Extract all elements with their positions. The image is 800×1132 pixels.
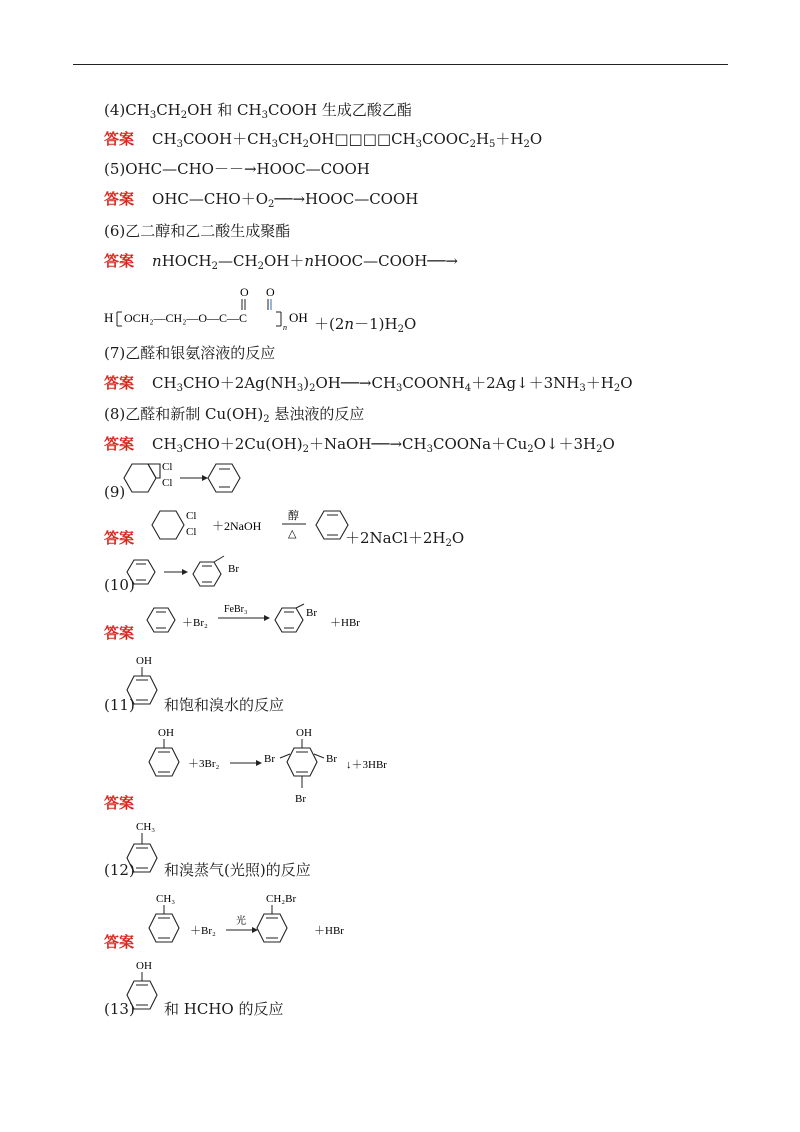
cyclohexane-ring xyxy=(152,511,184,539)
q12-answer-scheme xyxy=(144,888,374,952)
answer-label: 答案 xyxy=(104,374,135,392)
br-label-right: Br xyxy=(326,753,337,765)
q8-title: (8)乙醛和新制 $Cu(OH)_2$ 悬浊液的反应 xyxy=(104,405,365,425)
answer-label: 答案 xyxy=(104,624,135,642)
hbr-product: ＋HBr xyxy=(330,617,360,629)
answer-label: 答案 xyxy=(104,252,135,270)
q10-label: (10) xyxy=(104,576,135,594)
carbonyl-o-2: O xyxy=(266,285,275,299)
q7-answer: 答案 $CH_3CHO+2Ag(NH_3)_2OH──\to CH_3COONH_4+2Ag↓+3NH_3+H_2O$ xyxy=(104,374,633,394)
arrow-icon xyxy=(256,760,262,766)
hbr-product: ＋HBr xyxy=(314,925,344,937)
q7-title: (7)乙醛和银氨溶液的反应 xyxy=(104,344,276,362)
br2-reagent: ＋Br₂ xyxy=(190,925,216,937)
q4-title: $(4)CH_3CH_2OH$ 和 $CH_3COOH$ 生成乙酸乙酯 xyxy=(104,101,412,121)
br2-reagent: ＋3Br₂ xyxy=(188,758,220,770)
polymer-end-h: H xyxy=(104,310,114,325)
q5-title: (5)OHC—CHO－－→HOOC—COOH xyxy=(104,160,370,178)
q12-text: 和溴蒸气(光照)的反应 xyxy=(164,861,311,879)
q9-answer-scheme xyxy=(148,505,348,551)
br-label-bottom: Br xyxy=(295,793,306,805)
q12-answer xyxy=(104,932,152,952)
q6-polymer-tail: $+(2n-1)H_2O$ xyxy=(314,315,417,335)
q11-text: 和饱和溴水的反应 xyxy=(164,696,285,714)
br-label: Br xyxy=(306,607,317,619)
polymer-end-oh: OH xyxy=(289,310,308,325)
q9-reaction-scheme xyxy=(118,460,248,506)
br2-reagent: ＋Br₂ xyxy=(182,617,208,629)
q9-answer xyxy=(104,528,152,548)
polymer-repeat-unit: OCH₂—CH₂—O—C—C xyxy=(124,311,248,325)
arrow-icon xyxy=(182,569,188,575)
ch3-label: CH₃ xyxy=(136,821,156,833)
naoh-reagent: ＋2NaOH xyxy=(212,519,262,533)
answer-label: 答案 xyxy=(104,190,135,208)
q6-title: (6)乙二醇和乙二酸生成聚酯 xyxy=(104,222,291,240)
q9-label: (9) xyxy=(104,483,126,501)
condition-light: 光 xyxy=(236,916,246,927)
br-label: Br xyxy=(228,563,239,575)
oh-label: OH xyxy=(158,727,174,739)
answer-label: 答案 xyxy=(104,435,135,453)
oh-label: OH xyxy=(136,655,152,667)
arrow-icon xyxy=(202,475,208,481)
q13-text: 和 HCHO 的反应 xyxy=(164,1000,284,1018)
br-label-left: Br xyxy=(264,753,275,765)
answer-label: 答案 xyxy=(104,130,135,148)
condition-heat: △ xyxy=(288,528,297,540)
cl-label-1: Cl xyxy=(162,461,173,473)
q10-answer-scheme xyxy=(146,598,386,642)
header-rule xyxy=(73,64,728,65)
q11-answer xyxy=(104,793,152,813)
q12-label: (12) xyxy=(104,861,135,879)
condition-alcohol: 醇 xyxy=(288,510,299,522)
q10-reaction-scheme xyxy=(124,556,254,596)
cl-label-2: Cl xyxy=(162,477,173,489)
oh-label: OH xyxy=(136,960,152,972)
q11-products: ↓＋3HBr xyxy=(346,759,387,771)
q11-label: (11) xyxy=(104,696,135,714)
arrow-icon xyxy=(264,615,270,621)
carbonyl-o-1: O xyxy=(240,285,249,299)
q5-answer: 答案 $OHC—CHO+O_2──\to HOOC—COOH$ xyxy=(104,190,419,210)
answer-label: 答案 xyxy=(104,933,135,951)
answer-label: 答案 xyxy=(104,794,135,812)
catalyst-febr3: FeBr₃ xyxy=(224,604,248,615)
q13-label: (13) xyxy=(104,1000,135,1018)
q4-answer: 答案 $CH_3COOH+CH_3CH_2OH□□□□CH_3COOC_2H_5+H_2O$ xyxy=(104,130,543,150)
cyclohexane-ring xyxy=(124,464,156,492)
ch2br-label: CH₂Br xyxy=(266,893,297,905)
q11-answer-scheme xyxy=(140,722,420,812)
benzene-ring xyxy=(208,464,240,492)
q8-answer: 答案 $CH_3CHO+2Cu(OH)_2+NaOH──\to CH_3COONa+Cu_2O↓+3H_2O$ xyxy=(104,435,615,455)
ch3-label: CH₃ xyxy=(156,893,176,905)
answer-label: 答案 xyxy=(104,529,135,547)
q6-answer: 答案 $nHOCH_2—CH_2OH+nHOOC—COOH──\to$ xyxy=(104,252,458,272)
polyester-structure xyxy=(100,282,320,332)
cl-label-1: Cl xyxy=(186,510,197,522)
q9-products: $+2NaCl+2H_2O$ xyxy=(345,529,465,549)
svg-text:n: n xyxy=(283,323,287,332)
cl-label-2: Cl xyxy=(186,526,197,538)
oh-label: OH xyxy=(296,727,312,739)
q10-answer xyxy=(104,623,152,643)
